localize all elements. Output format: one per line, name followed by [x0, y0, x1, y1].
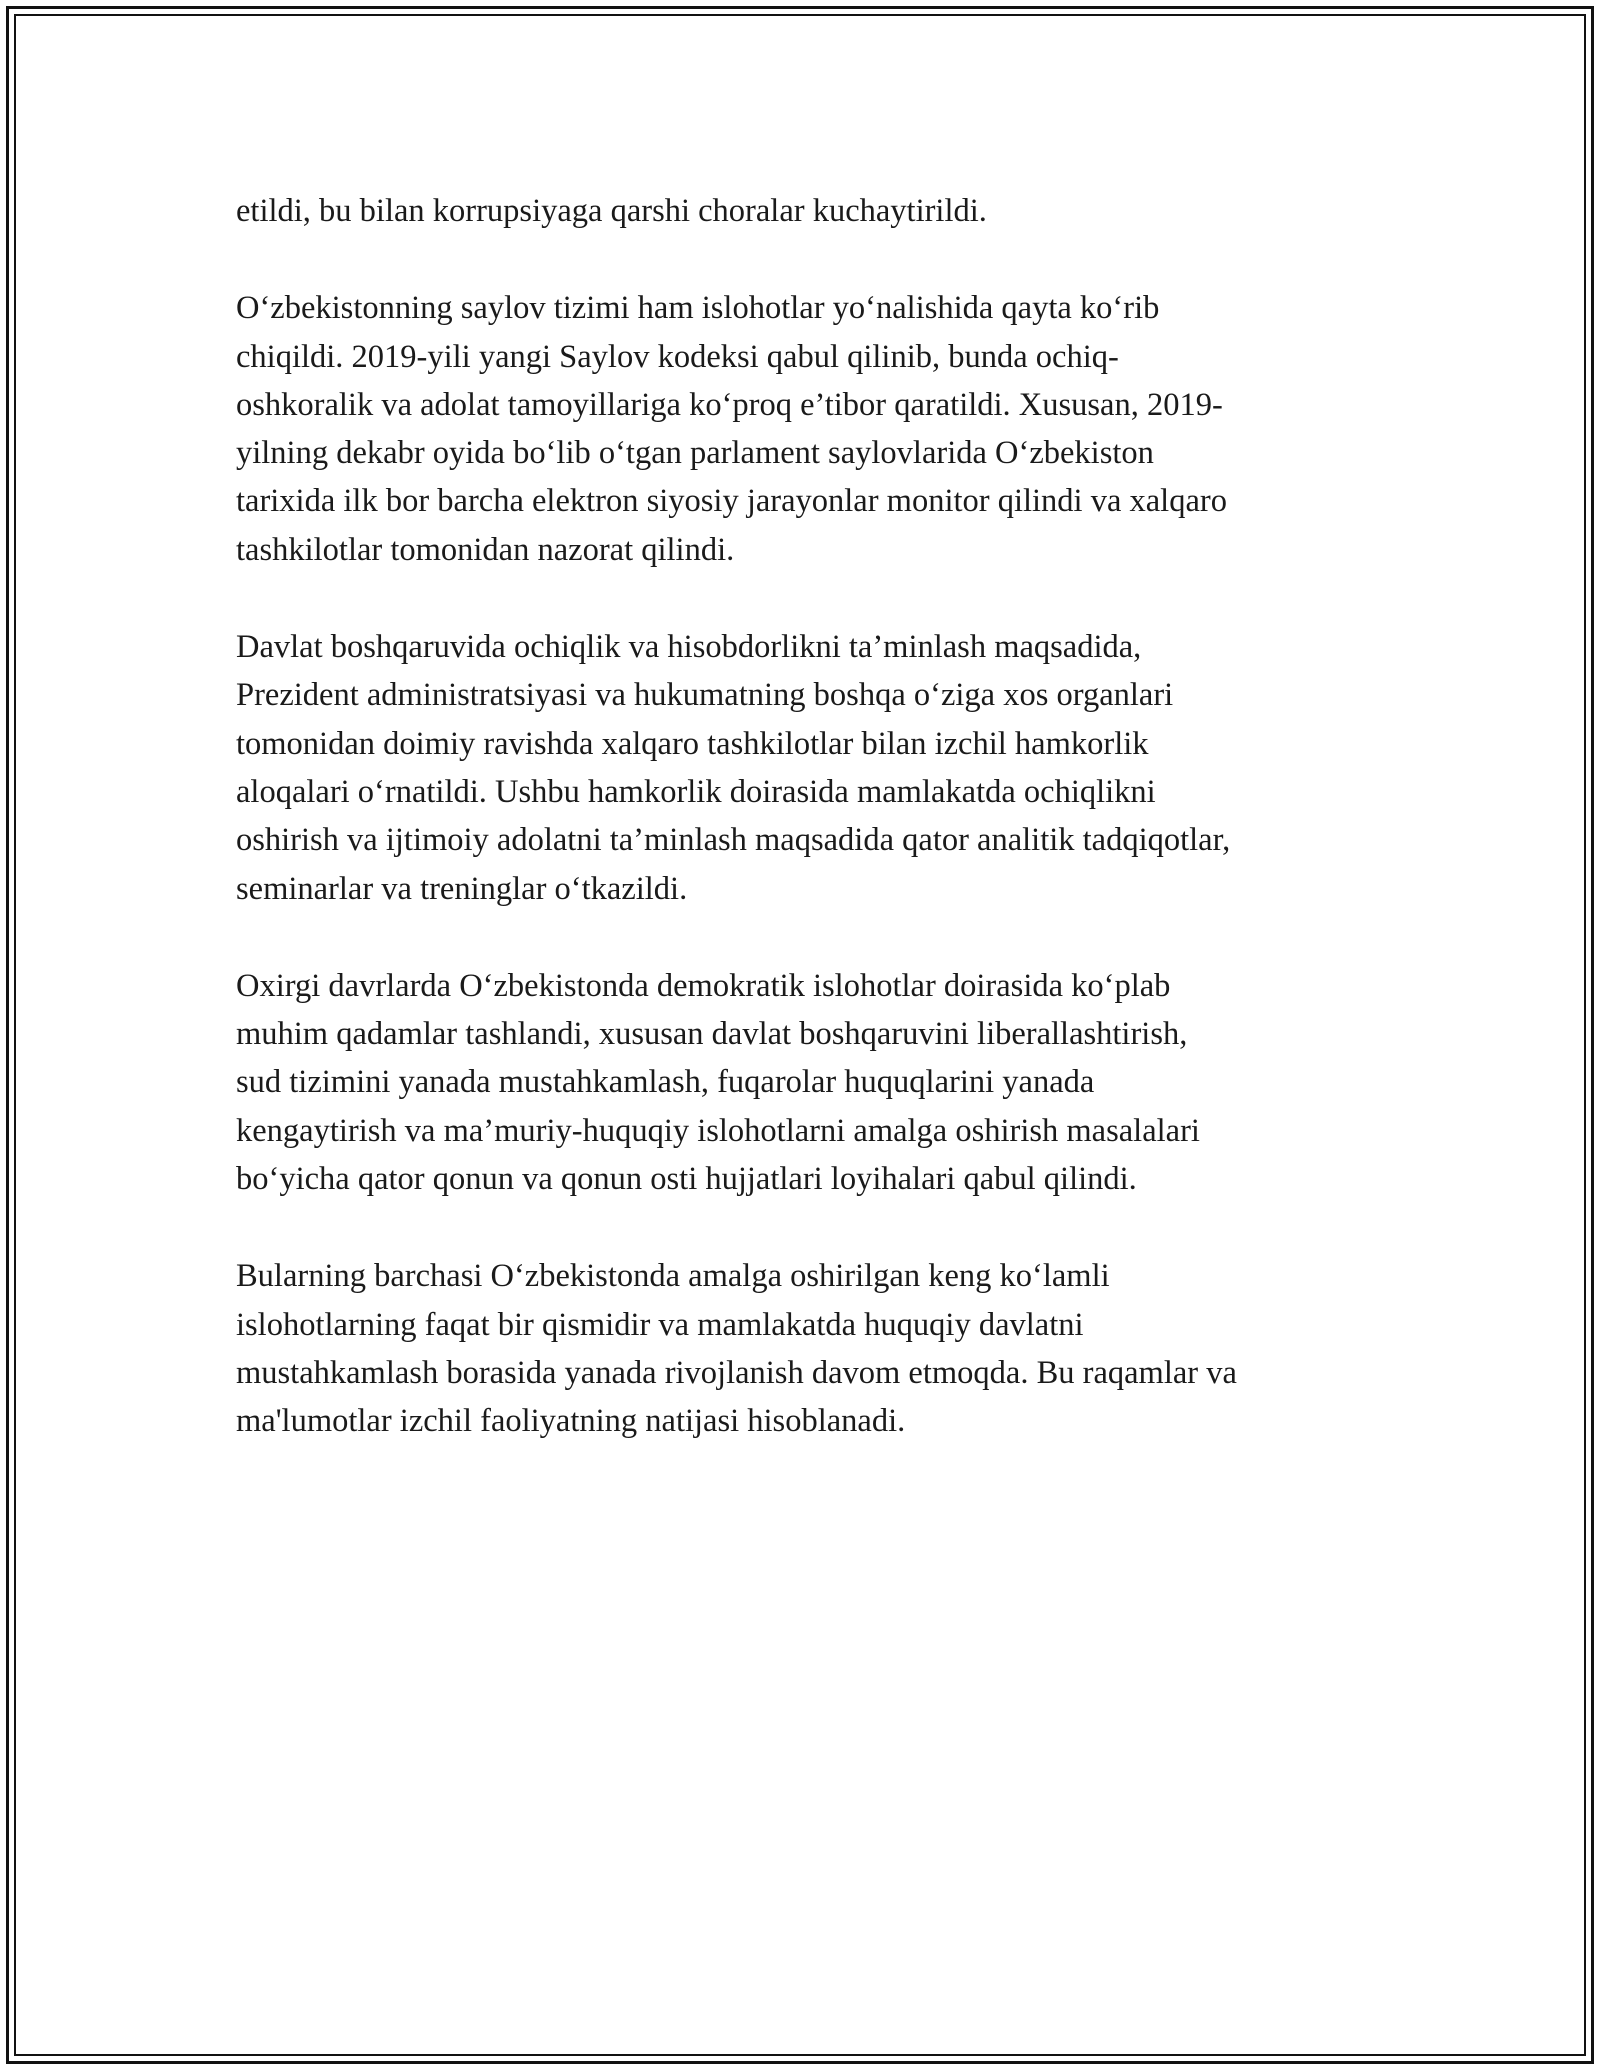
paragraph-line: chiqildi. 2019-yili yangi Saylov kodeksi qabul qilinib, bunda ochiq- [236, 338, 1119, 375]
paragraph-line: oshkoralik va adolat tamoyillariga ko‘proq e’tibor qaratildi. Xususan, 2019- [236, 386, 1223, 423]
paragraph-line: kengaytirish va ma’muriy-huquqiy islohotlarni amalga oshirish masalalari [236, 1112, 1200, 1149]
paragraph-line: tomonidan doimiy ravishda xalqaro tashkilotlar bilan izchil hamkorlik [236, 725, 1149, 762]
paragraph-line: Davlat boshqaruvida ochiqlik va hisobdorlikni ta’minlash maqsadida, [236, 629, 1142, 666]
paragraph-line: etildi, bu bilan korrupsiyaga qarshi choralar kuchaytirildi. [236, 193, 987, 229]
paragraph-line: tarixida ilk bor barcha elektron siyosiy jarayonlar monitor qilindi va xalqaro [236, 483, 1227, 520]
paragraph-4 [236, 962, 1386, 1203]
paragraph-1 [236, 187, 1386, 235]
paragraph-line: Prezident administratsiyasi va hukumatning boshqa o‘ziga xos organlari [236, 677, 1174, 714]
paragraph-line: sud tizimini yanada mustahkamlash, fuqarolar huquqlarini yanada [236, 1064, 1095, 1101]
paragraph-line: muhim qadamlar tashlandi, xususan davlat boshqaruvini liberallashtirish, [236, 1016, 1188, 1053]
paragraph-line: aloqalari o‘rnatildi. Ushbu hamkorlik doirasida mamlakatda ochiqlikni [236, 773, 1156, 810]
paragraph-line: ma'lumotlar izchil faoliyatning natijasi hisoblanadi. [236, 1403, 906, 1440]
paragraph-3 [236, 623, 1386, 913]
paragraph-line: seminarlar va treninglar o‘tkazildi. [236, 870, 688, 907]
paragraph-line: mustahkamlash borasida yanada rivojlanish davom etmoqda. Bu raqamlar va [236, 1354, 1237, 1391]
paragraph-line: islohotlarning faqat bir qismidir va mamlakatda huquqiy davlatni [236, 1306, 1084, 1343]
paragraph-line: Bularning barchasi O‘zbekistonda amalga oshirilgan keng ko‘lamli [236, 1258, 1110, 1295]
paragraph-5 [236, 1252, 1386, 1445]
paragraph-2 [236, 284, 1386, 574]
paragraph-line: Oxirgi davrlarda O‘zbekistonda demokratik islohotlar doirasida ko‘plab [236, 967, 1171, 1004]
paragraph-line: tashkilotlar tomonidan nazorat qilindi. [236, 531, 735, 568]
paragraph-line: bo‘yicha qator qonun va qonun osti hujjatlari loyihalari qabul qilindi. [236, 1161, 1137, 1198]
paragraph-line: oshirish va ijtimoiy adolatni ta’minlash maqsadida qator analitik tadqiqotlar, [236, 822, 1231, 859]
paragraph-line: yilning dekabr oyida bo‘lib o‘tgan parlament saylovlarida O‘zbekiston [236, 435, 1154, 472]
document-body [236, 187, 1386, 1495]
paragraph-line: O‘zbekistonning saylov tizimi ham islohotlar yo‘nalishida qayta ko‘rib [236, 290, 1160, 327]
